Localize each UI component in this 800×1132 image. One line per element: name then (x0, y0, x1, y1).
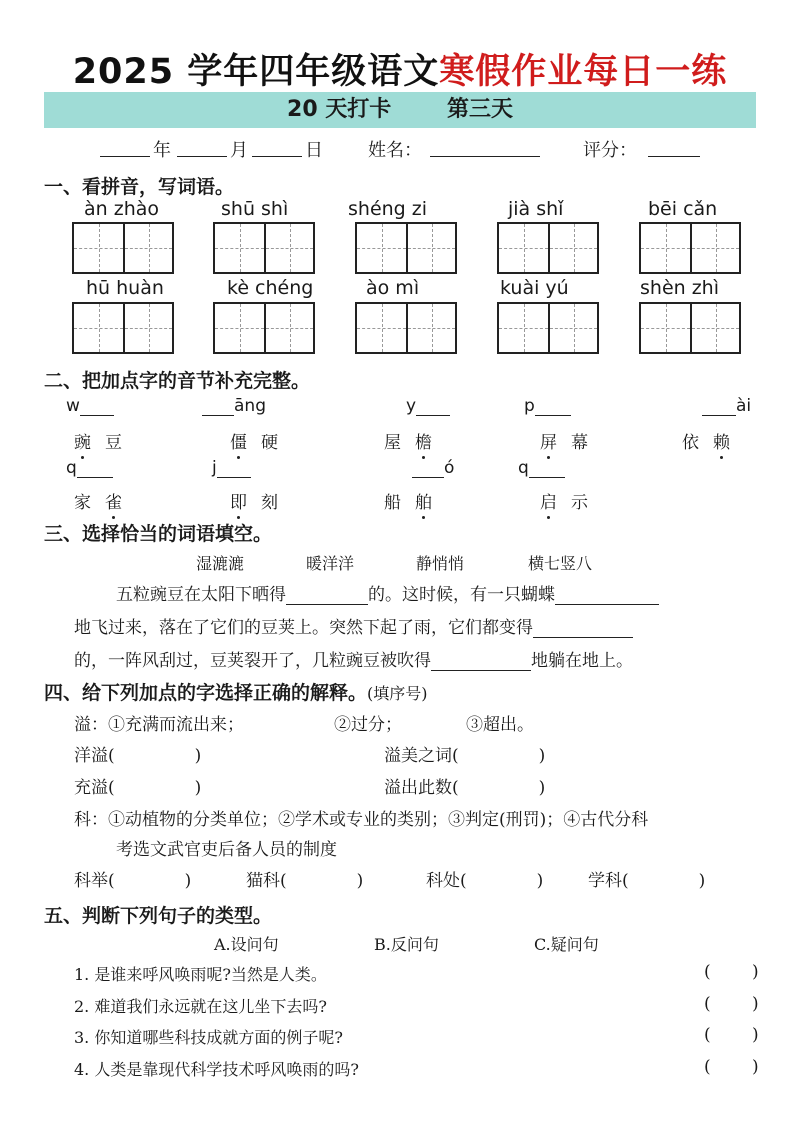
yi-definition-1: 溢：①充满而流出来； (74, 715, 244, 735)
writing-grid[interactable] (355, 222, 457, 274)
word-qishi: 启示 (540, 493, 602, 513)
writing-grid[interactable] (497, 302, 599, 354)
month-field[interactable] (177, 156, 227, 157)
pinyin-2: shū shì (221, 198, 289, 220)
syllable-blank: j (212, 458, 251, 478)
ke-item-keju: 科举( ) (74, 871, 192, 891)
syllable-blank: w (66, 396, 114, 416)
option-a: A.设问句 (214, 935, 279, 954)
word-pingmu: 屏幕 (540, 433, 602, 453)
word-wuyan: 屋檐 (384, 433, 446, 453)
word-jiaque: 家雀 (74, 493, 136, 513)
writing-grid[interactable] (355, 302, 457, 354)
writing-grid[interactable] (213, 302, 315, 354)
pinyin-8: ào mì (366, 277, 420, 299)
section-3-title: 三、选择恰当的词语填空。 (44, 523, 273, 545)
passage-line-3: 的，一阵风刮过，豆荚裂开了，几粒豌豆被吹得 地躺在地上。 (74, 651, 633, 671)
syllable-blank: p (524, 396, 571, 416)
title-part1: 2025 学年四年级语文 (72, 52, 440, 92)
word-option: 静悄悄 (416, 554, 465, 573)
pinyin-4: jià shǐ (508, 198, 564, 220)
info-line (0, 136, 800, 160)
year-field[interactable] (100, 156, 150, 157)
score-label: 评分： (583, 140, 637, 161)
passage-line-1: 五粒豌豆在太阳下晒得 的。这时候，有一只蝴蝶 (116, 580, 659, 605)
word-jike: 即刻 (230, 493, 292, 513)
syllable-blank: ó (412, 458, 454, 478)
answer-box-4[interactable]: ( ) (704, 1057, 777, 1077)
fill-blank[interactable] (286, 604, 368, 605)
word-jiangying: 僵硬 (230, 433, 292, 453)
score-field[interactable] (648, 156, 700, 157)
pinyin-1: àn zhào (84, 198, 160, 220)
page-title (0, 44, 800, 94)
word-chuanbo: 船舶 (384, 493, 446, 513)
word-option: 湿漉漉 (196, 554, 245, 573)
ke-definition-line-2: 考选文武官吏后备人员的制度 (116, 840, 337, 860)
month-label: 月 (230, 140, 248, 161)
section-4-title: 四、给下列加点的字选择正确的解释。(填序号) (44, 682, 428, 704)
word-yilai: 依赖 (682, 433, 744, 453)
sentence-2: 2. 难道我们永远就在这儿坐下去吗? (74, 997, 327, 1016)
title-part2: 寒假作业每日一练 (439, 52, 728, 92)
pinyin-5: bēi cǎn (648, 198, 718, 220)
yi-item-yangyi: 洋溢( ) (74, 746, 202, 766)
name-label: 姓名： (368, 140, 422, 161)
syllable-blank: y (406, 396, 450, 416)
section-4-hint: (填序号) (367, 684, 428, 703)
option-c: C.疑问句 (534, 935, 599, 954)
word-option: 横七竖八 (528, 554, 593, 573)
ke-definition-line-1: 科：①动植物的分类单位；②学术或专业的类别；③判定(刑罚)；④古代分科 (74, 810, 649, 830)
writing-grid[interactable] (497, 222, 599, 274)
pinyin-9: kuài yú (500, 277, 569, 299)
passage-line-2: 地飞过来，落在了它们的豆荚上。突然下起了雨，它们都变得 (74, 613, 633, 638)
day-field[interactable] (252, 156, 302, 157)
answer-box-1[interactable]: ( ) (704, 962, 777, 982)
section-1-title: 一、看拼音，写词语。 (44, 176, 235, 198)
fill-blank[interactable] (533, 637, 633, 638)
writing-grid[interactable] (72, 222, 174, 274)
yi-item-yimeizhici: 溢美之词( ) (384, 746, 546, 766)
pinyin-6: hū huàn (86, 277, 164, 299)
syllable-blank: ài (702, 396, 751, 416)
writing-grid[interactable] (72, 302, 174, 354)
section-2-title: 二、把加点字的音节补充完整。 (44, 370, 311, 392)
yi-item-yichucishu: 溢出此数( ) (384, 778, 546, 798)
answer-box-2[interactable]: ( ) (704, 994, 777, 1014)
fill-blank[interactable] (555, 604, 659, 605)
fill-blank[interactable] (431, 670, 531, 671)
year-label: 年 (153, 140, 171, 161)
name-field[interactable] (430, 156, 540, 157)
banner-day-number: 第三天 (446, 97, 513, 122)
writing-grid[interactable] (639, 302, 741, 354)
section-5-title: 五、判断下列句子的类型。 (44, 905, 273, 927)
writing-grid[interactable] (213, 222, 315, 274)
word-option: 暖洋洋 (306, 554, 355, 573)
day-label: 日 (305, 140, 323, 161)
option-b: B.反问句 (374, 935, 439, 954)
writing-grid[interactable] (639, 222, 741, 274)
ke-item-kechu: 科处( ) (426, 871, 544, 891)
yi-definition-3: ③超出。 (466, 715, 534, 735)
pinyin-3: shéng zi (348, 198, 428, 220)
answer-box-3[interactable]: ( ) (704, 1025, 777, 1045)
yi-definition-2: ②过分； (334, 715, 402, 735)
word-wandou: 豌豆 (74, 433, 136, 453)
sentence-1: 1. 是谁来呼风唤雨呢?当然是人类。 (74, 965, 327, 984)
ke-item-maoke: 猫科( ) (246, 871, 364, 891)
syllable-blank: āng (202, 396, 266, 416)
pinyin-7: kè chéng (227, 277, 314, 299)
sentence-3: 3. 你知道哪些科技成就方面的例子呢? (74, 1028, 343, 1047)
syllable-blank: q (518, 458, 565, 478)
ke-item-xueke: 学科( ) (588, 871, 706, 891)
syllable-blank: q (66, 458, 113, 478)
checkin-banner (44, 92, 756, 128)
yi-item-chongyi: 充溢( ) (74, 778, 202, 798)
pinyin-10: shèn zhì (640, 277, 720, 299)
banner-days: 20 天打卡 (287, 97, 392, 122)
sentence-4: 4. 人类是靠现代科学技术呼风唤雨的吗? (74, 1060, 359, 1079)
